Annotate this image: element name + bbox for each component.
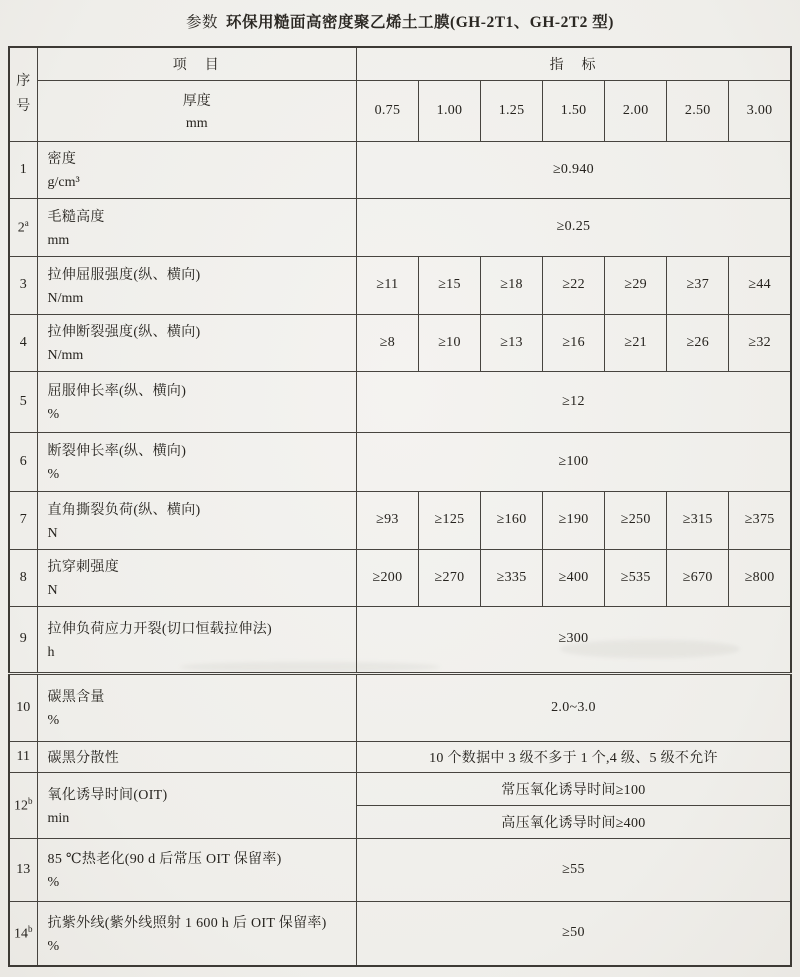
row-serial: [9, 549, 37, 606]
item-name: 碳黑含量: [47, 690, 105, 705]
value-cell: ≥22: [543, 256, 605, 314]
item-unit: %: [47, 713, 60, 728]
value-cell: ≥375: [729, 491, 791, 549]
row-serial: [9, 741, 37, 772]
table-row: [9, 673, 791, 741]
row-number: 1: [19, 161, 27, 177]
item-cell: [37, 371, 356, 432]
item-cell: [37, 772, 356, 838]
table-row: [9, 741, 791, 772]
page-title: [0, 10, 800, 32]
row-serial: [9, 491, 37, 549]
row-number: 4: [19, 334, 27, 350]
item-name: 抗紫外线(紫外线照射 1 600 h 后 OIT 保留率): [47, 915, 327, 931]
table-row: [9, 491, 791, 549]
row-number: 2: [17, 220, 25, 236]
value-cell: ≥44: [729, 256, 791, 314]
header-row-2: [9, 80, 791, 141]
value-cell: ≥93: [356, 491, 418, 549]
value-cell: ≥18: [481, 256, 543, 314]
value-cell: ≥800: [729, 549, 791, 606]
span-value-cell: 10 个数据中 3 级不多于 1 个,4 级、5 级不允许: [356, 741, 791, 772]
item-cell: [37, 491, 356, 549]
span-value-cell: ≥55: [356, 838, 791, 901]
table-row: [9, 256, 791, 314]
value-cell: ≥26: [667, 314, 729, 371]
thickness-value: 1.50: [543, 80, 605, 141]
item-name: 氧化诱导时间(OIT): [47, 787, 168, 803]
thickness-value: 2.50: [667, 80, 729, 141]
table-row: [9, 549, 791, 606]
value-cell: ≥160: [481, 491, 543, 549]
thickness-value: 1.00: [418, 80, 480, 141]
table-row: [9, 772, 791, 805]
row-serial: [9, 256, 37, 314]
value-cell: ≥11: [356, 256, 418, 314]
row-number: 10: [16, 699, 31, 715]
item-cell: [37, 549, 356, 606]
value-cell: ≥21: [605, 314, 667, 371]
table-row: [9, 198, 791, 256]
row-number: 11: [16, 748, 30, 764]
row-number: 6: [19, 453, 27, 469]
item-name: 抗穿刺强度: [47, 560, 120, 575]
value-cell: ≥315: [667, 491, 729, 549]
thickness-unit: mm: [185, 115, 208, 131]
item-name: 直角撕裂负荷(纵、横向): [47, 502, 201, 518]
value-cell: ≥13: [481, 314, 543, 371]
item-cell: [37, 838, 356, 901]
span-value-cell: 2.0~3.0: [356, 673, 791, 741]
row-serial: [9, 314, 37, 371]
item-cell: [37, 901, 356, 966]
value-cell: ≥535: [605, 549, 667, 606]
item-unit: h: [47, 644, 55, 660]
value-cell: ≥10: [418, 314, 480, 371]
value-cell: ≥8: [356, 314, 418, 371]
item-name: 屈服伸长率(纵、横向): [47, 384, 187, 399]
item-cell: [37, 432, 356, 491]
value-cell: ≥270: [418, 549, 480, 606]
span-value-cell: ≥50: [356, 901, 791, 966]
table-row: [9, 901, 791, 966]
row-number: 5: [19, 393, 27, 409]
table-row: [9, 838, 791, 901]
value-cell: ≥37: [667, 256, 729, 314]
item-name: 85 ℃热老化(90 d 后常压 OIT 保留率): [47, 852, 282, 867]
row-serial: [9, 198, 37, 256]
row-serial: [9, 141, 37, 198]
item-name: 断裂伸长率(纵、横向): [47, 444, 187, 459]
item-unit: N: [47, 583, 58, 598]
item-unit: %: [47, 875, 60, 890]
row-serial: [9, 772, 37, 838]
sub-value-cell: 常压氧化诱导时间≥100: [356, 772, 791, 805]
row-serial: [9, 838, 37, 901]
span-value-cell: ≥100: [356, 432, 791, 491]
item-unit: N/mm: [47, 290, 84, 306]
span-value-cell: ≥0.940: [356, 141, 791, 198]
sub-value-cell: 高压氧化诱导时间≥400: [356, 805, 791, 838]
item-unit: %: [47, 407, 60, 422]
row-footnote-mark: b: [28, 795, 33, 806]
value-cell: ≥15: [418, 256, 480, 314]
scan-smudge: [560, 640, 740, 658]
item-cell: [37, 741, 356, 772]
thickness-value: 3.00: [729, 80, 791, 141]
span-value-cell: ≥300: [356, 606, 791, 673]
row-number: 3: [19, 277, 27, 292]
value-cell: ≥400: [543, 549, 605, 606]
value-cell: ≥335: [481, 549, 543, 606]
thickness-label: 厚度: [182, 93, 211, 109]
item-cell: [37, 256, 356, 314]
table-row: [9, 432, 791, 491]
item-unit: mm: [47, 232, 70, 248]
value-cell: ≥16: [543, 314, 605, 371]
item-cell: [37, 141, 356, 198]
item-unit: N: [47, 525, 58, 541]
item-name: 毛糙高度: [47, 209, 105, 225]
item-name: 拉伸负荷应力开裂(切口恒载拉伸法): [47, 621, 272, 637]
table-row: [9, 141, 791, 198]
value-cell: ≥32: [729, 314, 791, 371]
span-value-cell: ≥12: [356, 371, 791, 432]
row-footnote-mark: b: [28, 923, 33, 934]
thickness-value: 0.75: [356, 80, 418, 141]
col-header-indicator: 指 标: [356, 47, 791, 80]
value-cell: ≥200: [356, 549, 418, 606]
value-cell: ≥125: [418, 491, 480, 549]
table-row: [9, 371, 791, 432]
span-value-cell: ≥0.25: [356, 198, 791, 256]
row-number: 14: [14, 926, 29, 942]
row-number: 12: [14, 798, 29, 814]
header-row-1: [9, 47, 791, 80]
title-prefix: 参数: [186, 14, 219, 31]
item-unit: min: [47, 810, 70, 826]
title-main: 环保用糙面高密度聚乙烯土工膜(GH-2T1、GH-2T2 型): [226, 14, 614, 31]
row-serial: [9, 673, 37, 741]
spec-table: [8, 46, 792, 967]
col-header-serial: 序号: [9, 47, 37, 141]
item-name: 碳黑分散性: [47, 750, 120, 766]
value-cell: ≥670: [667, 549, 729, 606]
item-name: 拉伸断裂强度(纵、横向): [47, 325, 201, 340]
value-cell: ≥29: [605, 256, 667, 314]
scan-smudge: [180, 662, 440, 672]
table-row: [9, 314, 791, 371]
item-name: 拉伸屈服强度(纵、横向): [47, 267, 201, 283]
row-footnote-mark: a: [24, 217, 29, 228]
item-cell: [37, 673, 356, 741]
row-number: 13: [16, 861, 31, 877]
value-cell: ≥190: [543, 491, 605, 549]
item-unit: N/mm: [47, 348, 84, 363]
item-unit: %: [47, 938, 60, 954]
row-number: 9: [19, 631, 27, 646]
thickness-header-cell: [37, 80, 356, 141]
row-number: 8: [19, 569, 27, 585]
row-number: 7: [19, 512, 27, 527]
thickness-value: 2.00: [605, 80, 667, 141]
col-header-item: 项 目: [37, 47, 356, 80]
value-cell: ≥250: [605, 491, 667, 549]
item-unit: g/cm³: [47, 175, 80, 190]
row-serial: [9, 432, 37, 491]
thickness-value: 1.25: [481, 80, 543, 141]
row-serial: [9, 606, 37, 673]
item-name: 密度: [47, 152, 77, 167]
item-cell: [37, 314, 356, 371]
item-unit: %: [47, 467, 60, 482]
row-serial: [9, 371, 37, 432]
row-serial: [9, 901, 37, 966]
item-cell: [37, 198, 356, 256]
